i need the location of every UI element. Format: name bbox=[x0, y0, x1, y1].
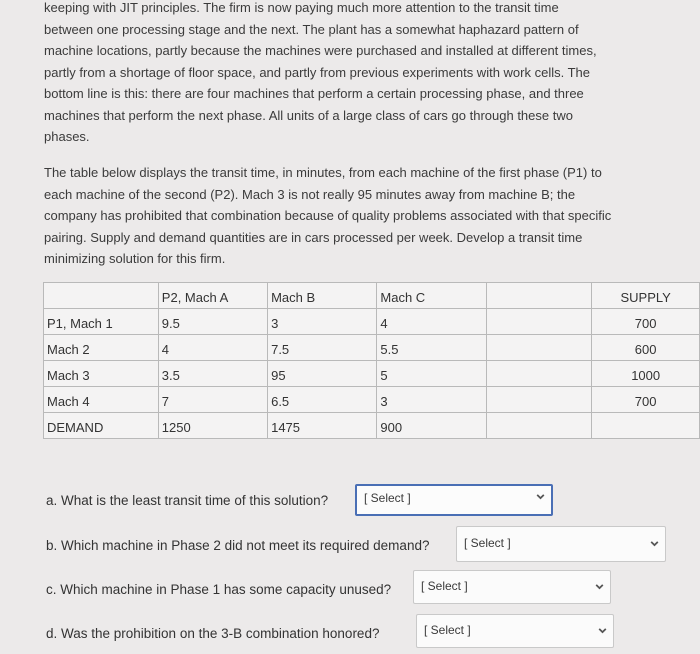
question-b-text: b. Which machine in Phase 2 did not meet its required demand? bbox=[46, 538, 430, 553]
demand-cell: 900 bbox=[377, 413, 487, 439]
question-d-select[interactable] bbox=[416, 614, 614, 648]
row-label: P1, Mach 1 bbox=[44, 309, 159, 335]
header-cell bbox=[44, 283, 159, 309]
table-cell: 3 bbox=[377, 387, 487, 413]
question-a-text: a. What is the least transit time of this solution? bbox=[46, 493, 329, 508]
select-placeholder: [ Select ] bbox=[364, 491, 411, 505]
table-cell bbox=[487, 413, 592, 439]
transit-time-table bbox=[43, 282, 700, 439]
header-cell bbox=[487, 283, 592, 309]
text-line: phases. bbox=[44, 129, 90, 144]
text-line: machine locations, partly because the machines were purchased and installed at different times, bbox=[44, 43, 597, 58]
question-c-text: c. Which machine in Phase 1 has some capacity unused? bbox=[46, 582, 392, 597]
supply-cell: 700 bbox=[592, 387, 700, 413]
text-line: company has prohibited that combination because of quality problems associated with that specific bbox=[44, 208, 612, 223]
table-description-paragraph bbox=[44, 162, 684, 270]
table-cell: 95 bbox=[268, 361, 377, 387]
text-line: pairing. Supply and demand quantities are in cars processed per week. Develop a transit time bbox=[44, 229, 583, 245]
table-cell: 3.5 bbox=[158, 361, 267, 387]
supply-cell bbox=[592, 413, 700, 439]
table-cell: 7 bbox=[158, 387, 267, 413]
table-cell: 9.5 bbox=[158, 309, 267, 335]
demand-cell: 1475 bbox=[268, 413, 377, 439]
select-placeholder: [ Select ] bbox=[421, 579, 468, 593]
table-cell: 3 bbox=[268, 309, 377, 335]
table-row bbox=[44, 361, 700, 387]
table-cell bbox=[487, 387, 592, 413]
row-label: DEMAND bbox=[44, 413, 159, 439]
demand-cell: 1250 bbox=[158, 413, 267, 439]
question-b-select[interactable] bbox=[456, 526, 666, 562]
supply-cell: 700 bbox=[592, 309, 700, 335]
table-cell bbox=[487, 361, 592, 387]
table-row bbox=[44, 413, 700, 439]
row-label: Mach 3 bbox=[44, 361, 159, 387]
select-placeholder: [ Select ] bbox=[464, 536, 511, 550]
question-d-text: d. Was the prohibition on the 3-B combination honored? bbox=[46, 626, 380, 641]
select-placeholder: [ Select ] bbox=[424, 623, 471, 637]
table-cell bbox=[487, 309, 592, 335]
row-label: Mach 4 bbox=[44, 387, 159, 413]
table-cell: 5 bbox=[377, 361, 487, 387]
text-line: bottom line is this: there are four machines that perform a certain processing phase, and three bbox=[44, 86, 584, 101]
text-line: keeping with JIT principles. The firm is now paying much more attention to the transit time bbox=[44, 0, 559, 15]
chevron-down-icon bbox=[597, 625, 608, 636]
text-line: machines that perform the next phase. All units of a large class of cars go through these two bbox=[44, 107, 573, 123]
row-label: Mach 2 bbox=[44, 335, 159, 361]
chevron-down-icon bbox=[594, 581, 605, 592]
supply-cell: 1000 bbox=[592, 361, 700, 387]
table-header-row bbox=[44, 283, 700, 309]
table-row bbox=[44, 309, 700, 335]
question-c-select[interactable] bbox=[413, 570, 611, 604]
intro-paragraph bbox=[44, 0, 684, 148]
header-cell: Mach B bbox=[268, 283, 377, 309]
question-a-select[interactable] bbox=[355, 484, 553, 516]
supply-cell: 600 bbox=[592, 335, 700, 361]
text-line: minimizing solution for this firm. bbox=[44, 251, 226, 266]
table-row bbox=[44, 387, 700, 413]
header-cell: SUPPLY bbox=[592, 283, 700, 309]
text-line: The table below displays the transit time, in minutes, from each machine of the first phase (P1) to bbox=[44, 165, 602, 180]
chevron-down-icon bbox=[649, 538, 660, 549]
table-cell: 6.5 bbox=[268, 387, 377, 413]
header-cell: Mach C bbox=[377, 283, 487, 309]
text-line: partly from a shortage of floor space, and partly from previous experiments with work cells. The bbox=[44, 64, 590, 80]
text-line: between one processing stage and the next. The plant has a somewhat haphazard pattern of bbox=[44, 21, 579, 37]
table-cell: 4 bbox=[377, 309, 487, 335]
table-cell: 4 bbox=[158, 335, 267, 361]
table-row bbox=[44, 335, 700, 361]
table-cell: 7.5 bbox=[268, 335, 377, 361]
table-cell: 5.5 bbox=[377, 335, 487, 361]
chevron-down-icon bbox=[535, 491, 546, 502]
text-line: each machine of the second (P2). Mach 3 is not really 95 minutes away from machine B; the bbox=[44, 186, 576, 202]
header-cell: P2, Mach A bbox=[158, 283, 267, 309]
table-cell bbox=[487, 335, 592, 361]
